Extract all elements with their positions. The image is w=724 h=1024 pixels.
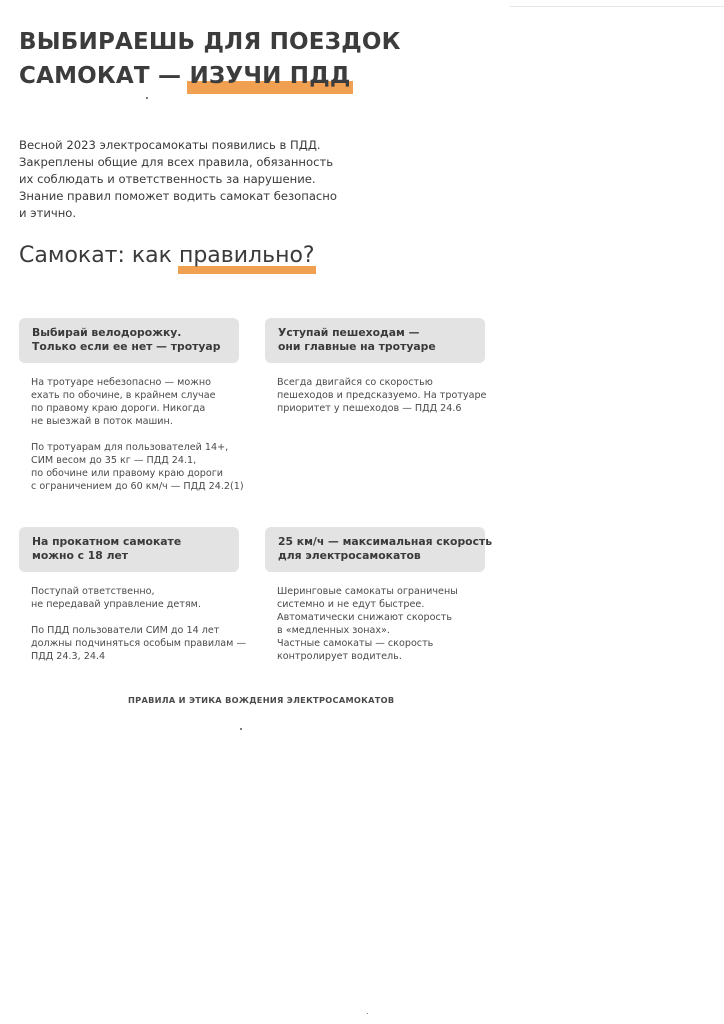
card-heading-pedestrians xyxy=(265,318,485,363)
scan-artifact-dot xyxy=(367,1013,368,1014)
card-text-line: должны подчиняться особым правилам — xyxy=(31,638,247,649)
card-heading-line: можно с 18 лет xyxy=(32,549,129,562)
card-heading-max-speed xyxy=(265,527,493,572)
card-text-line: по правому краю дороги. Никогда xyxy=(31,403,206,414)
card-text-line: По ПДД пользователи СИМ до 14 лет xyxy=(31,625,220,636)
card-text-line: Поступай ответственно, xyxy=(31,586,155,597)
card-heading-line: На прокатном самокате xyxy=(32,535,182,548)
card-heading-line: Выбирай велодорожку. xyxy=(32,326,182,339)
card-paragraph xyxy=(31,376,251,428)
intro-line: Весной 2023 электросамокаты появились в ПДД. xyxy=(19,138,321,152)
card-paragraph xyxy=(31,585,251,611)
section-title xyxy=(19,241,315,271)
intro-line: Закреплены общие для всех правила, обязанность xyxy=(19,155,334,169)
scan-artifact-dot xyxy=(146,97,148,99)
card-heading-line: Только если ее нет — тротуар xyxy=(32,340,221,353)
card-text-line: Частные самокаты — скорость xyxy=(277,638,434,649)
card-text-line: ПДД 24.3, 24.4 xyxy=(31,651,106,662)
card-text-line: в «медленных зонах». xyxy=(277,625,390,636)
card-text-line: СИМ весом до 35 кг — ПДД 24.1, xyxy=(31,455,197,466)
intro-line: их соблюдать и ответственность за нарушение. xyxy=(19,172,316,186)
footer-caption: ПРАВИЛА И ЭТИКА ВОЖДЕНИЯ ЭЛЕКТРОСАМОКАТОВ xyxy=(128,695,395,705)
card-paragraph xyxy=(31,441,251,493)
card-heading-line: они главные на тротуаре xyxy=(278,340,436,353)
card-heading-bike-lane xyxy=(19,318,239,363)
card-text-line: ехать по обочине, в крайнем случае xyxy=(31,390,216,401)
card-body-pedestrians xyxy=(277,376,497,428)
card-text-line: контролирует водитель. xyxy=(277,651,402,662)
scan-artifact-dot xyxy=(240,728,242,730)
card-text-line: На тротуаре небезопасно — можно xyxy=(31,377,211,388)
card-heading-line: 25 км/ч — максимальная скорость xyxy=(278,535,493,548)
card-text-line: Автоматически снижают скорость xyxy=(277,612,452,623)
section-title-highlight: правильно? xyxy=(179,241,315,271)
intro-text xyxy=(19,137,359,222)
card-text-line: не передавай управление детям. xyxy=(31,599,201,610)
main-title-line-2 xyxy=(19,61,351,91)
card-text-line: по обочине или правому краю дороги xyxy=(31,468,223,479)
card-body-max-speed xyxy=(277,585,497,676)
main-title-prefix: САМОКАТ — xyxy=(19,63,190,89)
card-text-line: По тротуарам для пользователей 14+, xyxy=(31,442,229,453)
card-text-line: Шеринговые самокаты ограничены xyxy=(277,586,458,597)
card-heading-line: Уступай пешеходам — xyxy=(278,326,420,339)
intro-line: Знание правил поможет водить самокат безопасно xyxy=(19,189,337,203)
card-paragraph xyxy=(277,585,497,663)
card-text-line: пешеходов и предсказуемо. На тротуаре xyxy=(277,390,487,401)
scan-artifact-line xyxy=(510,6,724,7)
card-body-bike-lane xyxy=(31,376,251,506)
card-heading-rental-age xyxy=(19,527,239,572)
main-title-line-1: ВЫБИРАЕШЬ ДЛЯ ПОЕЗДОК xyxy=(19,29,401,55)
card-heading-line: для электросамокатов xyxy=(278,549,421,562)
card-paragraph xyxy=(31,624,251,663)
card-text-line: системно и не едут быстрее. xyxy=(277,599,425,610)
card-body-rental-age xyxy=(31,585,251,676)
main-title-highlight: ИЗУЧИ ПДД xyxy=(189,63,351,89)
section-title-prefix: Самокат: как xyxy=(19,243,179,268)
card-paragraph xyxy=(277,376,497,415)
card-text-line: не выезжай в поток машин. xyxy=(31,416,173,427)
card-text-line: с ограничением до 60 км/ч — ПДД 24.2(1) xyxy=(31,481,244,492)
card-text-line: Всегда двигайся со скоростью xyxy=(277,377,433,388)
intro-line: и этично. xyxy=(19,206,77,220)
card-text-line: приоритет у пешеходов — ПДД 24.6 xyxy=(277,403,462,414)
